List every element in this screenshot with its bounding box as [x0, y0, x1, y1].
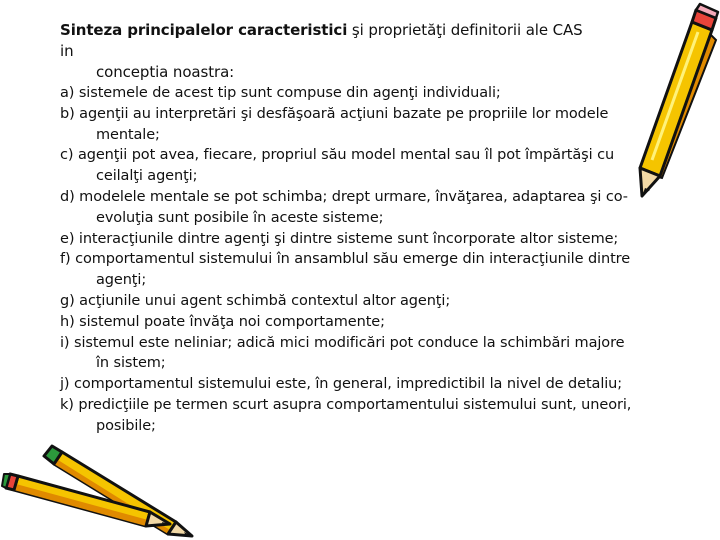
list-item-line: i) sistemul este neliniar; adică mici modificări pot conduce la schimbări majore [60, 334, 625, 351]
list-item-line: b) agenţii au interpretări şi desfăşoară acţiuni bazate pe propriile lor modele [60, 105, 609, 122]
list-item [60, 374, 660, 395]
list-item-line: h) sistemul poate învăţa noi comportamente; [60, 313, 385, 330]
list-item [60, 145, 660, 187]
list-item-continuation: ceilalţi agenţi; [96, 168, 198, 185]
list-item [60, 83, 660, 104]
title-bold-text: Sinteza principalelor caracteristici [60, 21, 348, 39]
slide-title [60, 20, 600, 83]
list-item-continuation: mentale; [96, 126, 160, 143]
list-item [60, 312, 660, 333]
crossed-pencils-icon [0, 420, 205, 540]
title-rest-text: şi proprietăţi definitorii ale CAS in [60, 21, 583, 60]
list-item-line: c) agenţii pot avea, fiecare, propriul său model mental sau îl pot împărtăşi cu [60, 147, 615, 164]
list-item-continuation: evoluţia sunt posibile în aceste sisteme; [96, 209, 384, 226]
list-item-line: g) acţiunile unui agent schimbă contextul altor agenţi; [60, 292, 451, 309]
list-item [60, 291, 660, 312]
list-item-line: j) comportamentul sistemului este, în general, impredictibil la nivel de detaliu; [60, 376, 623, 393]
list-item-line: k) predicţiile pe termen scurt asupra comportamentului sistemului sunt, uneori, [60, 396, 632, 413]
list-item-continuation: în sistem; [96, 355, 166, 372]
list-item [60, 333, 660, 375]
list-item [60, 249, 660, 291]
title-second-line: conceptia noastra: [96, 63, 235, 81]
list-item-line: f) comportamentul sistemului în ansamblul său emerge din interacţiunile dintre [60, 251, 631, 268]
characteristics-list [60, 83, 660, 437]
list-item-continuation: agenţi; [96, 272, 147, 289]
list-item [60, 229, 660, 250]
list-item-line: a) sistemele de acest tip sunt compuse din agenţi individuali; [60, 85, 501, 101]
list-item [60, 104, 660, 146]
list-item [60, 187, 660, 229]
list-item-continuation: posibile; [96, 417, 156, 434]
pencil-body [640, 22, 712, 176]
pencil-icon [592, 0, 720, 200]
list-item-line: e) interacţiunile dintre agenţi şi dintre sisteme sunt încorporate altor sisteme; [60, 230, 619, 247]
list-item-line: d) modelele mentale se pot schimba; drept urmare, învăţarea, adaptarea şi co- [60, 188, 628, 205]
